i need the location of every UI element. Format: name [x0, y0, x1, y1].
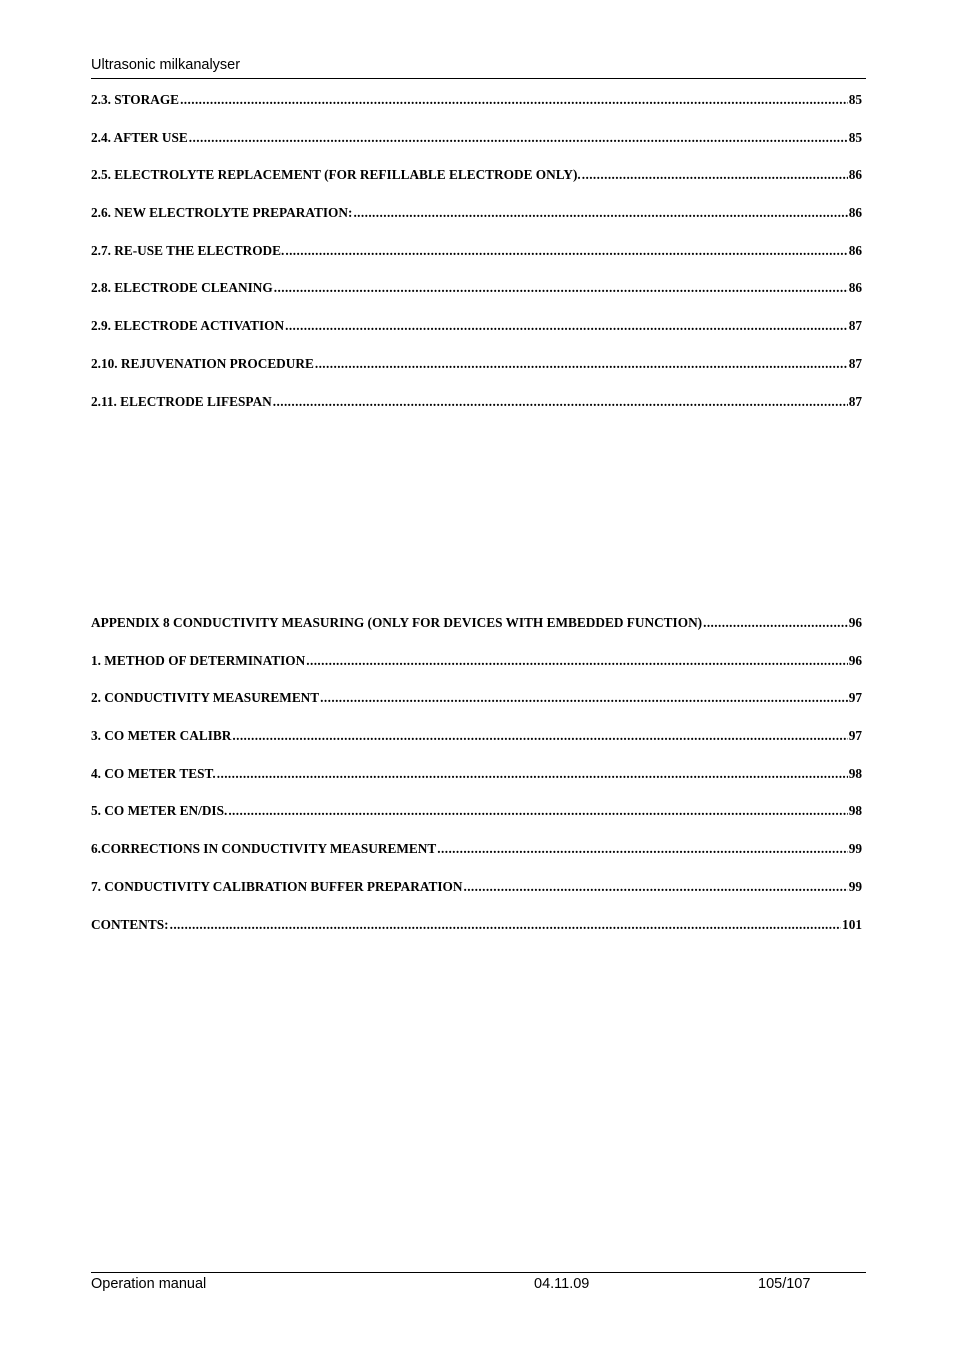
header-title: Ultrasonic milkanalyser — [91, 57, 241, 73]
toc-entry[interactable] — [91, 728, 862, 766]
toc-entry[interactable] — [91, 167, 862, 205]
toc-entry-title: 1. METHOD OF DETERMINATION — [91, 652, 306, 668]
toc-leader — [582, 167, 848, 183]
toc-entry[interactable] — [91, 130, 862, 168]
toc-entry-title: 7. CONDUCTIVITY CALIBRATION BUFFER PREPARATION — [91, 878, 463, 894]
toc-leader — [232, 728, 847, 744]
toc-entry-title: 2.6. NEW ELECTROLYTE PREPARATION: — [91, 205, 353, 221]
toc-entry-page: 97 — [848, 728, 862, 744]
toc-entry-page: 99 — [848, 841, 862, 857]
toc-entry-title: CONTENTS: — [91, 916, 169, 932]
toc-entry[interactable] — [91, 653, 862, 691]
toc-entry-title: 2.3. STORAGE — [91, 92, 180, 107]
toc-leader — [189, 130, 848, 146]
toc-entry[interactable] — [91, 690, 862, 728]
toc-entry-page: 86 — [848, 242, 862, 258]
toc-entry-page: 96 — [848, 615, 862, 630]
toc-entry-page: 87 — [848, 393, 862, 409]
toc-leader — [306, 653, 847, 669]
toc-leader — [273, 394, 848, 410]
toc-entry-page: 87 — [848, 318, 862, 334]
toc-entry-page: 98 — [848, 765, 862, 781]
toc-entry-title: 2.10. REJUVENATION PROCEDURE — [91, 355, 314, 371]
toc-leader — [285, 243, 847, 259]
toc-leader — [437, 841, 847, 857]
footer-page-number: 105/107 — [758, 1276, 811, 1292]
toc-entry-title: 2.11. ELECTRODE LIFESPAN — [91, 393, 272, 409]
toc-entry[interactable] — [91, 394, 862, 432]
toc-entry[interactable] — [91, 766, 862, 804]
footer-date: 04.11.09 — [534, 1276, 590, 1292]
toc-entry-title: 2.7. RE-USE THE ELECTRODE. — [91, 242, 285, 258]
toc-entry-page: 85 — [848, 129, 862, 145]
toc-entry[interactable] — [91, 841, 862, 879]
toc-entry-title: 2.9. ELECTRODE ACTIVATION — [91, 318, 285, 334]
toc-leader — [320, 690, 848, 706]
toc-entry-page: 97 — [848, 690, 862, 706]
toc-entry[interactable] — [91, 280, 862, 318]
page-footer — [91, 1272, 866, 1295]
toc-leader — [285, 318, 848, 334]
toc-entry-title: APPENDIX 8 CONDUCTIVITY MEASURING (ONLY FOR DEVICES WITH EMBEDDED FUNCTION) — [91, 615, 703, 630]
toc-entry-title: 2.8. ELECTRODE CLEANING — [91, 280, 273, 296]
toc-entry-page: 86 — [848, 205, 862, 221]
toc-entry-page: 99 — [848, 878, 862, 894]
toc-entry[interactable] — [91, 356, 862, 394]
toc-entry[interactable] — [91, 879, 862, 917]
toc-leader — [274, 280, 848, 296]
toc-leader — [703, 615, 848, 631]
toc-entry-title: 2. CONDUCTIVITY MEASUREMENT — [91, 690, 320, 706]
toc-leader — [353, 205, 847, 221]
toc-entry[interactable] — [91, 92, 862, 130]
toc-entry[interactable] — [91, 917, 862, 955]
toc-entry-page: 86 — [848, 280, 862, 296]
toc-leader — [463, 879, 847, 895]
toc-entry[interactable] — [91, 318, 862, 356]
toc-leader — [217, 766, 848, 782]
page-header — [91, 56, 866, 79]
toc-leader — [170, 917, 841, 933]
toc-entry-page: 86 — [848, 167, 862, 183]
toc-entry-title: 4. CO METER TEST. — [91, 765, 216, 781]
toc-leader — [315, 356, 848, 372]
toc-entry-page: 96 — [848, 652, 862, 668]
footer-document-name: Operation manual — [91, 1276, 207, 1292]
toc-entry-title: 3. CO METER CALIBR — [91, 728, 232, 744]
toc-entry[interactable] — [91, 243, 862, 281]
toc-leader — [180, 92, 848, 108]
toc-entry-title: 6.CORRECTIONS IN CONDUCTIVITY MEASUREMENT — [91, 841, 437, 857]
toc-section-2 — [91, 615, 862, 954]
toc-entry[interactable] — [91, 803, 862, 841]
toc-leader — [228, 803, 847, 819]
toc-entry-page: 85 — [848, 92, 862, 107]
toc-entry-page: 98 — [848, 803, 862, 819]
toc-entry-title: 2.4. AFTER USE — [91, 129, 188, 145]
toc-entry[interactable] — [91, 615, 862, 653]
toc-entry[interactable] — [91, 205, 862, 243]
toc-entry-title: 5. CO METER EN/DIS. — [91, 803, 228, 819]
toc-entry-page: 87 — [848, 355, 862, 371]
toc-section-1 — [91, 92, 862, 431]
toc-entry-page: 101 — [842, 916, 862, 932]
toc-entry-title: 2.5. ELECTROLYTE REPLACEMENT (FOR REFILLABLE ELECTRODE ONLY). — [91, 167, 581, 183]
